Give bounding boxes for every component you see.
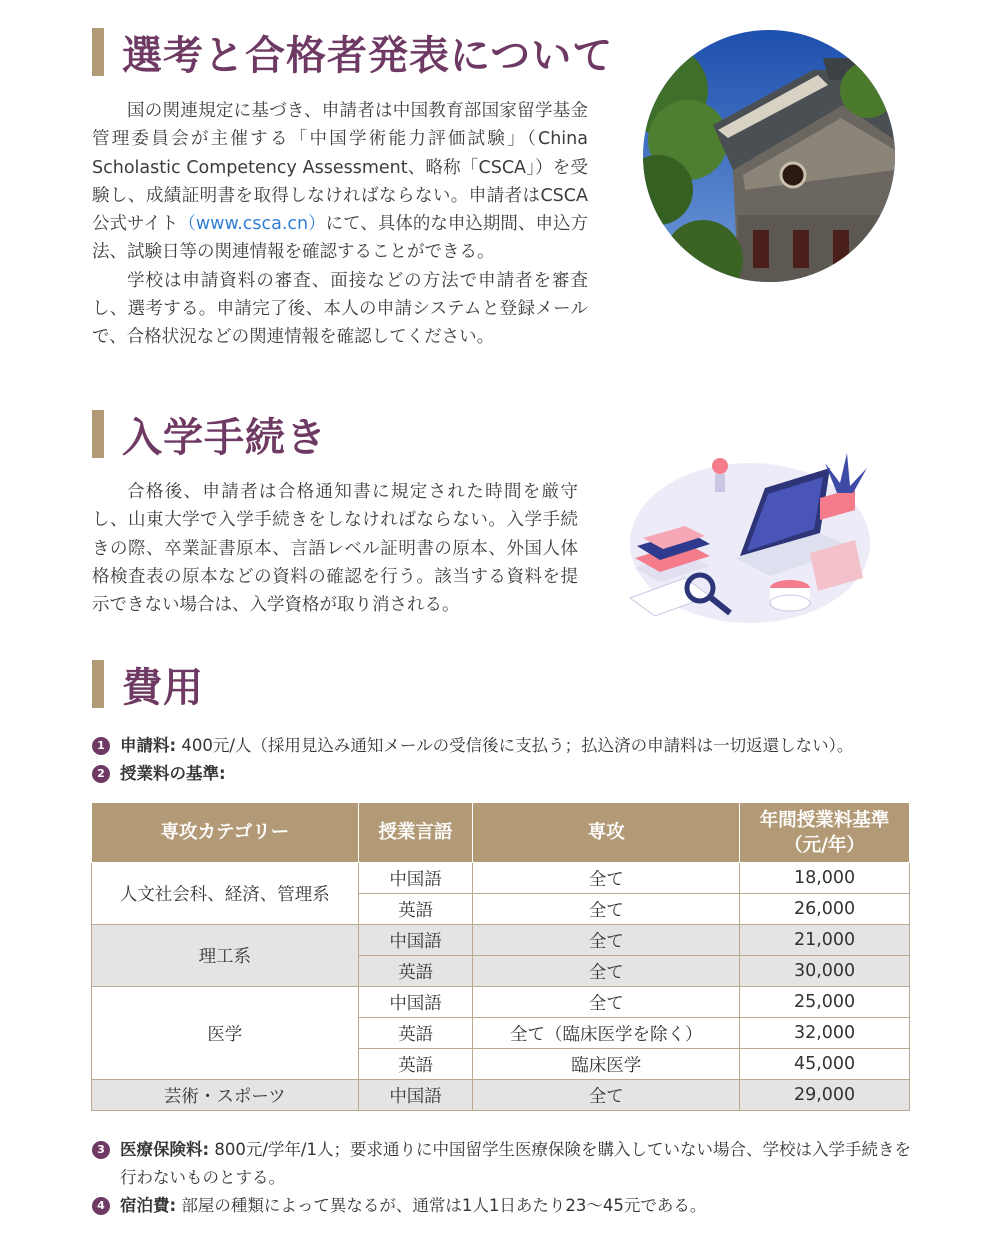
category-cell: 人文社会科、経済、管理系 [92,863,359,925]
header-category: 専攻カテゴリー [92,803,359,863]
language-cell: 中国語 [358,925,473,956]
fee-item-accommodation [92,1192,912,1220]
number-badge: 3 [92,1141,110,1159]
section-title-text: 費用 [122,664,204,711]
major-cell: 全て（臨床医学を除く） [473,1018,740,1049]
language-cell: 英語 [358,894,473,925]
fee-item-text: 400元/人（採用見込み通知メールの受信後に支払う；払込済の申請料は一切返還しない）。 [181,736,854,755]
fee-cell: 21,000 [740,925,910,956]
table-row [92,863,910,894]
fee-cell: 18,000 [740,863,910,894]
major-cell: 全て [473,956,740,987]
fee-cell: 25,000 [740,987,910,1018]
major-cell: 全て [473,1080,740,1111]
language-cell: 英語 [358,1049,473,1080]
fee-cell: 32,000 [740,1018,910,1049]
section-title-enrollment [92,410,327,461]
selection-paragraph-2: 学校は申請資料の審査、面接などの方法で申請者を審査し、選考する。申請完了後、本人の申請システムと登録メールで、合格状況などの関連情報を確認してください。 [92,270,588,348]
selection-paragraph-1: 国の関連規定に基づき、申請者は中国教育部国家留学基金管理委員会が主催する「中国学術能力評価試験」（China Scholastic Competency Assessment、略称「CSCA」）を受験し、成績証明書を取得しなければならない。申請者はCSCA公式サイト（www.csca.cn）にて、具体的な申込期間、申込方法、試験日等の関連情報を確認することができる。 [92,101,588,263]
major-cell: 全て [473,987,740,1018]
table-row [92,925,910,956]
tuition-table [91,802,910,1111]
major-cell: 全て [473,925,740,956]
language-cell: 英語 [358,1018,473,1049]
language-cell: 中国語 [358,987,473,1018]
category-cell: 理工系 [92,925,359,987]
fee-item-label: 申請料: [120,736,177,755]
table-row [92,1080,910,1111]
fee-cell: 26,000 [740,894,910,925]
enrollment-body [92,478,578,619]
fee-cell: 45,000 [740,1049,910,1080]
section-title-fees [92,660,204,711]
section-title-bar [92,660,104,708]
fee-item-text: 部屋の種類によって異なるが、通常は1人1日あたり23～45元である。 [181,1196,707,1215]
fee-item-tuition [92,760,912,788]
number-badge: 4 [92,1197,110,1215]
fee-cell: 30,000 [740,956,910,987]
csca-website-link[interactable]: （www.csca.cn） [178,214,326,235]
header-major: 専攻 [473,803,740,863]
major-cell: 臨床医学 [473,1049,740,1080]
section-title-text: 入学手続き [122,414,327,461]
language-cell: 中国語 [358,1080,473,1111]
laptop-desk-illustration [615,448,880,633]
fee-item-label: 授業料の基準: [120,764,226,783]
number-badge: 2 [92,765,110,783]
section-title-bar [92,410,104,458]
section-title-bar [92,28,104,76]
fee-item-text: 800元/学年/1人；要求通りに中国留学生医療保険を購入していない場合、学校は入学手続きを行わないものとする。 [120,1140,911,1187]
fee-item-label: 医療保険料: [120,1140,210,1159]
language-cell: 中国語 [358,863,473,894]
language-cell: 英語 [358,956,473,987]
category-cell: 芸術・スポーツ [92,1080,359,1111]
major-cell: 全て [473,894,740,925]
fee-item-insurance [92,1136,912,1192]
number-badge: 1 [92,737,110,755]
header-language: 授業言語 [358,803,473,863]
fee-item-application [92,732,912,760]
campus-building-photo [643,30,895,282]
fee-cell: 29,000 [740,1080,910,1111]
major-cell: 全て [473,863,740,894]
enrollment-paragraph-1: 合格後、申請者は合格通知書に規定された時間を厳守し、山東大学で入学手続きをしなければならない。入学手続きの際、卒業証書原本、言語レベル証明書の原本、外国人体格検査表の原本などの資料の確認を行う。該当する資料を提示できない場合は、入学資格が取り消される。 [92,482,578,616]
selection-body [92,97,588,352]
table-row [92,987,910,1018]
table-header-row [92,803,910,863]
section-title-selection [92,28,614,79]
category-cell: 医学 [92,987,359,1080]
fee-item-label: 宿泊費: [120,1196,177,1215]
header-fee: 年間授業料基準 （元/年） [740,803,910,863]
section-title-text: 選考と合格者発表について [122,32,614,79]
